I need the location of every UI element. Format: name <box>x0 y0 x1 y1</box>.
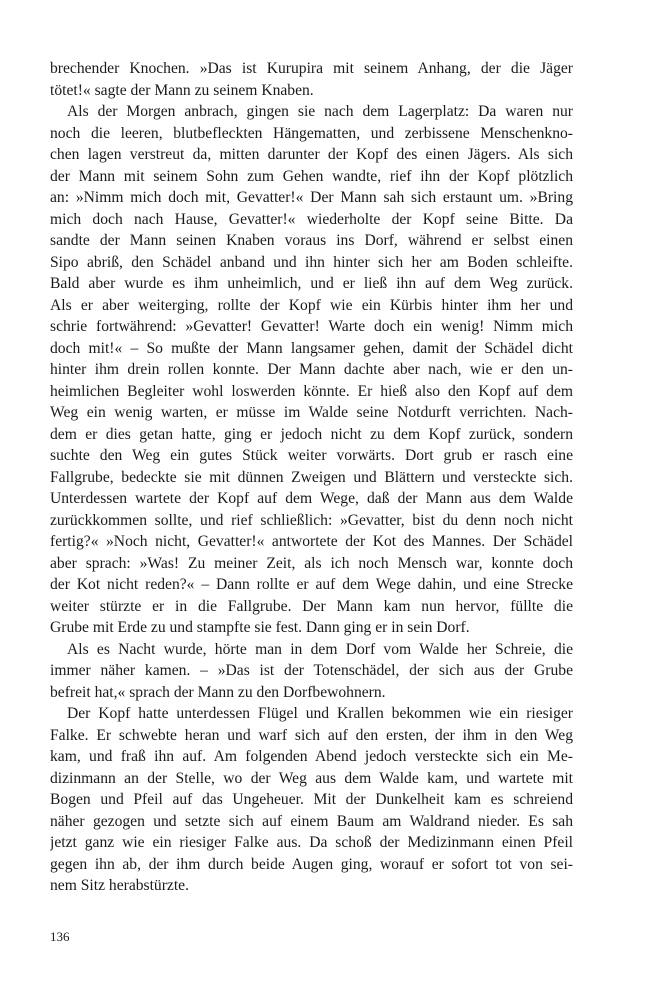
text-line: immer näher kamen. – »Das ist der Totenschädel, der sich aus der Grube <box>50 662 573 679</box>
text-line: brechender Knochen. »Das ist Kurupira mit seinem Anhang, der die Jäger <box>50 60 573 77</box>
text-line: Sipo abriß, den Schädel anband und ihn hinter sich her am Boden schleifte. <box>50 253 573 271</box>
text-line: Fallgrube, bedeckte sie mit dünnen Zweigen und Blättern und versteckte sich. <box>50 468 573 486</box>
text-line: Als es Nacht wurde, hörte man in dem Dorf vom Walde her Schreie, die <box>67 640 573 658</box>
text-line: dizinmann an der Stelle, wo der Weg aus dem Walde kam, und wartete mit <box>50 769 573 787</box>
text-line: befreit hat,« sprach der Mann zu den Dorfbewohnern. <box>50 683 386 701</box>
text-line: Falke. Er schwebte heran und warf sich auf den ersten, der ihm in den Weg <box>50 726 573 744</box>
text-line: der Mann mit seinem Sohn zum Gehen wandte, rief ihn der Kopf plötzlich <box>50 167 573 185</box>
text-line: gegen ihn ab, der ihm durch beide Augen ging, worauf er sofort tot von sei- <box>50 855 573 873</box>
text-line: nem Sitz herabstürzte. <box>50 877 189 894</box>
text-line: tötet!« sagte der Mann zu seinem Knaben. <box>50 81 314 99</box>
text-line: hinter ihm drein rollen konnte. Der Mann dachte aber nach, wie er den un- <box>50 361 573 378</box>
text-line: weiter stürzte er in die Fallgrube. Der Mann kam nun hervor, füllte die <box>50 597 573 615</box>
text-line: aber sprach: »Was! Zu meiner Zeit, als ich noch Mensch war, konnte doch <box>50 554 573 572</box>
text-line: an: »Nimm mich doch mit, Gevatter!« Der Mann sah sich erstaunt um. »Bring <box>50 189 573 206</box>
text-line: jetzt ganz wie ein riesiger Falke aus. Da schoß der Medizinmann einen Pfeil <box>50 834 573 851</box>
text-line: sandte der Mann seinen Knaben voraus ins Dorf, während er selbst einen <box>50 232 573 249</box>
text-line: dem er dies getan hatte, ging er jedoch nicht zu dem Kopf zurück, sondern <box>50 425 573 443</box>
text-line: mich doch nach Hause, Gevatter!« wiederholte der Kopf seine Bitte. Da <box>50 210 573 228</box>
text-line: zurückkommen sollte, und rief schließlich: »Gevatter, bist du denn noch nicht <box>50 511 573 529</box>
text-line: Bald aber wurde es ihm unheimlich, und er ließ ihn auf dem Weg zurück. <box>50 275 573 292</box>
text-line: doch mit!« – So mußte der Mann langsamer gehen, damit der Schädel dicht <box>50 339 573 357</box>
text-line: Unterdessen wartete der Kopf auf dem Wege, daß der Mann aus dem Walde <box>50 490 573 507</box>
text-line: fertig?« »Noch nicht, Gevatter!« antwortete der Kot des Mannes. Der Schädel <box>50 533 573 550</box>
text-line: heimlichen Begleiter wohl loswerden könnte. Er hieß also den Kopf auf dem <box>50 382 573 400</box>
text-line: noch die leeren, blutbefleckten Hängematten, und zerbissene Menschenkno- <box>50 124 573 142</box>
text-line: Der Kopf hatte unterdessen Flügel und Krallen bekommen wie ein riesiger <box>67 705 573 722</box>
text-line: näher gezogen und setzte sich auf einem Baum am Waldrand nieder. Es sah <box>50 812 573 830</box>
text-line: suchte den Weg ein gutes Stück weiter vorwärts. Dort grub er rasch eine <box>50 447 573 464</box>
page-number: 136 <box>50 929 70 944</box>
text-line: Weg ein wenig warten, er müsse im Walde seine Notdurft verrichten. Nach- <box>50 404 573 421</box>
text-line: Als er aber weiterging, rollte der Kopf wie ein Kürbis hinter ihm her und <box>50 296 573 314</box>
text-line: Grube mit Erde zu und stampfte sie fest. Dann ging er in sein Dorf. <box>50 619 470 636</box>
page-body <box>50 58 573 897</box>
text-line: der Kot nicht reden?« – Dann rollte er auf dem Wege dahin, und eine Strecke <box>50 576 573 593</box>
text-line: Als der Morgen anbrach, gingen sie nach dem Lagerplatz: Da waren nur <box>67 103 573 120</box>
text-line: schrie fortwährend: »Gevatter! Gevatter! Warte doch ein wenig! Nimm mich <box>50 318 573 335</box>
text-line: kam, und fraß ihn auf. Am folgenden Abend jedoch versteckte sich ein Me- <box>50 748 573 765</box>
text-line: Bogen und Pfeil auf das Ungeheuer. Mit der Dunkelheit kam es schreiend <box>50 791 573 808</box>
text-line: chen lagen verstreut da, mitten darunter der Kopf des einen Jägers. Als sich <box>50 146 573 163</box>
